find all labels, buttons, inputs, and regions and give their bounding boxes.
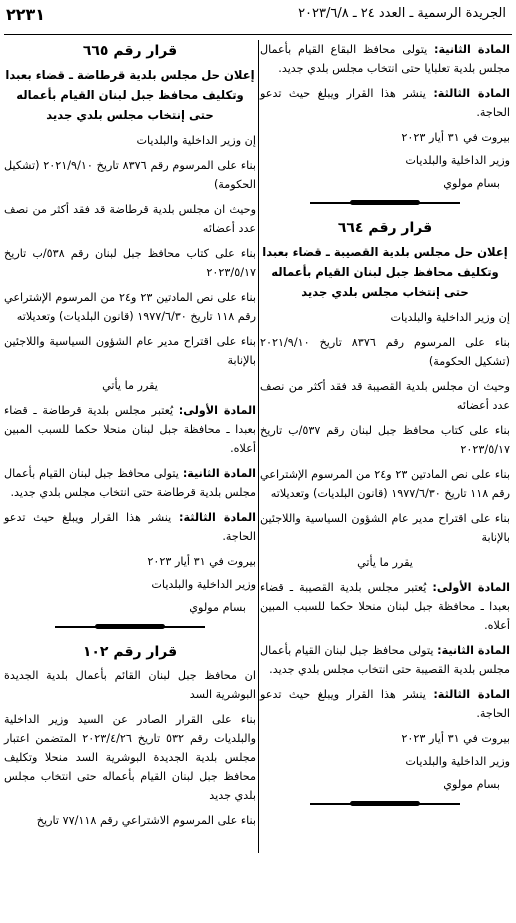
sign-name: بسام مولوي: [443, 778, 500, 791]
left-column: [4, 40, 256, 836]
sign-name: بسام مولوي: [443, 177, 500, 190]
right-column: [260, 40, 510, 820]
section-separator: [310, 199, 460, 207]
decision-subject: إعلان حل مجلس بلدية القصيبة ـ قضاء بعبدا وتكليف محافظ جبل لبنان القيام بأعماله حتى إنتخاب مجلس بلدي جديد: [262, 245, 508, 299]
article-1: المادة الأولى: يُعتبر مجلس بلدية قرطاضة ـ قضاء بعبدا ـ محافظة جبل لبنان منحلا حكما للسبب المبين أعلاه.: [4, 404, 257, 455]
decision-title: قرار رقم ٦٦٥: [82, 43, 178, 59]
whereas-2: بناء على المرسوم الاشتراعي رقم ٧٧/١١٨ تاريخ: [36, 814, 256, 827]
whereas-3: بناء على كتاب محافظ جبل لبنان رقم ٥٣٧/ب تاريخ ٢٠٢٣/٥/١٧: [260, 424, 511, 456]
decides-line: يقرر ما يأتي: [357, 556, 413, 569]
decision-subject: إعلان حل مجلس بلدية قرطاضة ـ قضاء بعبدا وتكليف محافظ جبل لبنان القيام بأعماله حتى إنتخاب مجلس بلدي جديد: [5, 68, 255, 122]
section-separator: [55, 623, 205, 631]
whereas-1: بناء على القرار الصادر عن السيد وزير الداخلية والبلديات رقم ٥٣٢ تاريخ ٢٠٢٣/٤/٢٦ المتضمن اعتبار مجلس بلدية الجديدة البوشرية السد منحلا وتكليف محافظ جبل لبنان القيام بأعماله حتى انتخاب مجلس بلدي جديد: [4, 713, 257, 802]
article-2: المادة الثانية: يتولى محافظ جبل لبنان القيام بأعمال مجلس بلدية القصيبة حتى انتخاب مجلس بلدي جديد.: [260, 644, 511, 676]
sign-minister: وزير الداخلية والبلديات: [151, 578, 256, 591]
whereas-4: بناء على نص المادتين ٢٣ و٢٤ من المرسوم الإشتراعي رقم ١١٨ تاريخ ١٩٧٧/٦/٣٠ (قانون البلديات) وتعديلاته: [4, 291, 256, 323]
article-2: المادة الثانية: يتولى محافظ البقاع القيام بأعمال مجلس بلدية تعلبايا حتى انتخاب مجلس بلدي جديد.: [260, 43, 511, 75]
header-divider: [4, 34, 512, 35]
whereas-2: وحيث ان مجلس بلدية القصيبة قد فقد أكثر من نصف عدد أعضائه: [260, 380, 510, 412]
page-number: ٢٢٣١: [6, 5, 46, 24]
article-1: المادة الأولى: يُعتبر مجلس بلدية القصيبة ـ قضاء بعبدا ـ محافظة جبل لبنان منحلا حكما للسبب المبين أعلاه.: [260, 581, 510, 632]
sign-name: بسام مولوي: [189, 601, 246, 614]
column-divider: [258, 40, 259, 853]
article-3: المادة الثالثة: ينشر هذا القرار ويبلغ حيث تدعو الحاجة.: [260, 87, 511, 119]
decision-title: قرار رقم ٦٦٤: [337, 220, 433, 236]
whereas-3: بناء على كتاب محافظ جبل لبنان رقم ٥٣٨/ب تاريخ ٢٠٢٣/٥/١٧: [4, 247, 257, 279]
decision-intro: إن وزير الداخلية والبلديات: [390, 311, 510, 324]
gazette-title: الجريدة الرسمية ـ العدد ٢٤ ـ ٢٠٢٣/٦/٨: [298, 6, 506, 21]
article-3: المادة الثالثة: ينشر هذا القرار ويبلغ حيث تدعو الحاجة.: [4, 511, 256, 543]
sign-date: بيروت في ٣١ أيار ٢٠٢٣: [401, 732, 510, 745]
section-separator: [310, 800, 460, 808]
whereas-5: بناء على اقتراح مدير عام الشؤون السياسية واللاجئين بالإنابة: [260, 512, 510, 544]
sign-date: بيروت في ٣١ أيار ٢٠٢٣: [147, 555, 256, 568]
sign-minister: وزير الداخلية والبلديات: [405, 154, 510, 167]
article-2: المادة الثانية: يتولى محافظ جبل لبنان القيام بأعمال مجلس بلدية قرطاضة حتى انتخاب مجلس بلدي جديد.: [4, 467, 257, 499]
whereas-5: بناء على اقتراح مدير عام الشؤون السياسية واللاجئين بالإنابة: [4, 335, 256, 367]
article-3: المادة الثالثة: ينشر هذا القرار ويبلغ حيث تدعو الحاجة.: [260, 688, 511, 720]
sign-minister: وزير الداخلية والبلديات: [405, 755, 510, 768]
whereas-1: بناء على المرسوم رقم ٨٣٧٦ تاريخ ٢٠٢١/٩/١٠ (تشكيل الحكومة): [4, 159, 257, 191]
sign-date: بيروت في ٣١ أيار ٢٠٢٣: [401, 131, 510, 144]
whereas-2: وحيث ان مجلس بلدية قرطاضة قد فقد أكثر من نصف عدد أعضائه: [4, 203, 256, 235]
whereas-1: بناء على المرسوم رقم ٨٣٧٦ تاريخ ٢٠٢١/٩/١٠ (تشكيل الحكومة): [260, 336, 510, 368]
decision-intro: ان محافظ جبل لبنان القائم بأعمال بلدية الجديدة البوشرية السد: [4, 669, 256, 701]
decides-line: يقرر ما يأتي: [102, 379, 158, 392]
decision-title: قرار رقم ١٠٢: [82, 644, 178, 660]
whereas-4: بناء على نص المادتين ٢٣ و٢٤ من المرسوم الإشتراعي رقم ١١٨ تاريخ ١٩٧٧/٦/٣٠ (قانون البلديات) وتعديلاته: [260, 468, 510, 500]
decision-intro: إن وزير الداخلية والبلديات: [136, 134, 256, 147]
page-header: [0, 0, 516, 36]
